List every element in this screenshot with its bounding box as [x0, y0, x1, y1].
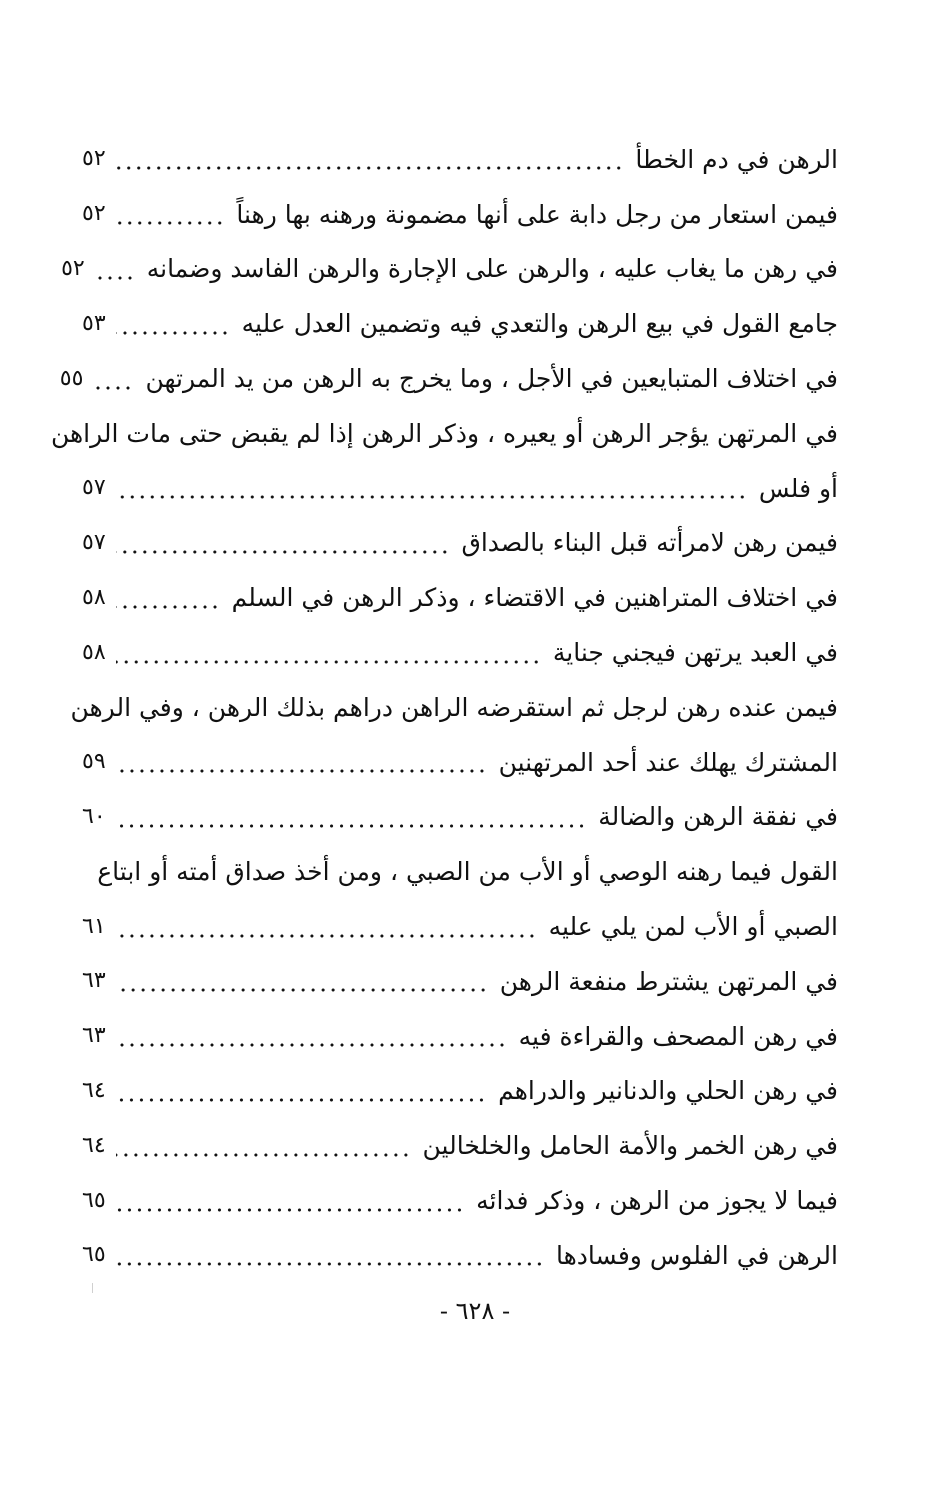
toc-entry	[82, 516, 838, 571]
toc-entry	[50, 406, 838, 461]
scan-mark	[92, 1283, 93, 1293]
toc-entry-title: فيمن عنده رهن لرجل ثم استقرضه الراهن دراهم بذلك الرهن ، وفي الرهن	[70, 692, 838, 722]
toc-entry-title: في اختلاف المتراهنين في الاقتضاء ، وذكر الرهن في السلم	[231, 583, 838, 613]
toc-entry-title: في نفقة الرهن والضالة	[598, 802, 838, 832]
toc-entry-page-number: ٥٩	[82, 749, 106, 775]
toc-entry	[82, 570, 838, 625]
toc-entry-title: فيمن رهن لامرأته قبل البناء بالصداق	[461, 528, 838, 558]
dot-leader	[116, 166, 624, 170]
dot-leader	[116, 550, 450, 554]
dot-leader	[116, 988, 488, 992]
toc-entry	[82, 132, 838, 187]
toc-entry-page-number: ٥٧	[82, 475, 106, 501]
toc-entry-page-number: ٦٠	[82, 803, 106, 829]
dot-leader	[93, 386, 133, 390]
dot-leader	[116, 1098, 486, 1102]
dot-leader	[116, 934, 537, 938]
toc-entry-title: في رهن الحلي والدنانير والدراهم	[498, 1076, 838, 1106]
toc-entry-title: في العبد يرتهن فيجني جناية	[552, 638, 838, 668]
toc-entry-title: فيمن استعار من رجل دابة على أنها مضمونة ورهنه بها رهناً	[236, 199, 838, 229]
toc-entry	[82, 899, 838, 954]
toc-entry-page-number: ٥٨	[82, 639, 106, 665]
toc-entry	[82, 735, 838, 790]
table-of-contents	[50, 132, 838, 1283]
toc-entry-title: في اختلاف المتبايعين في الأجل ، وما يخرج به الرهن من يد المرتهن	[145, 364, 838, 394]
dot-leader	[116, 660, 541, 664]
toc-entry-title: في رهن المصحف والقراءة فيه	[518, 1021, 838, 1051]
toc-entry-page-number: ٦٣	[82, 968, 106, 994]
toc-entry	[82, 844, 838, 899]
dot-leader	[116, 495, 747, 499]
toc-entry	[82, 296, 838, 351]
dot-leader	[116, 769, 487, 773]
toc-entry-page-number: ٦٣	[82, 1023, 106, 1049]
toc-entry-page-number: ٦٥	[82, 1242, 106, 1268]
dot-leader	[116, 1208, 464, 1212]
toc-entry	[82, 1173, 838, 1228]
toc-entry-title: الصبي أو الأب لمن يلي عليه	[548, 912, 838, 942]
toc-entry-page-number: ٥٢	[61, 255, 85, 281]
toc-entry-title: في المرتهن يشترط منفعة الرهن	[499, 966, 838, 996]
toc-entry-title: الرهن في دم الخطأ	[635, 144, 838, 174]
toc-entry	[82, 790, 838, 845]
toc-entry-page-number: ٥٣	[82, 310, 106, 336]
toc-entry	[82, 1064, 838, 1119]
dot-leader	[116, 1043, 507, 1047]
dot-leader	[116, 331, 230, 335]
toc-entry	[82, 1228, 838, 1283]
toc-entry-page-number: ٥٧	[82, 529, 106, 555]
toc-entry-page-number: ٦٤	[82, 1132, 106, 1158]
toc-entry-title: في رهن الخمر والأمة الحامل والخلخالين	[422, 1131, 838, 1161]
toc-entry-title: جامع القول في بيع الرهن والتعدي فيه وتضمين العدل عليه	[241, 309, 838, 339]
toc-entry-title: المشترك يهلك عند أحد المرتهنين	[498, 747, 838, 777]
toc-entry	[82, 1118, 838, 1173]
toc-entry-page-number: ٦١	[82, 913, 106, 939]
toc-entry	[82, 954, 838, 1009]
dot-leader	[116, 824, 587, 828]
toc-entry-title: القول فيما رهنه الوصي أو الأب من الصبي ، ومن أخذ صداق أمته أو ابتاع	[97, 857, 838, 887]
toc-entry-title: في المرتهن يؤجر الرهن أو يعيره ، وذكر الرهن إذا لم يقبض حتى مات الراهن	[50, 418, 838, 448]
toc-entry-title: فيما لا يجوز من الرهن ، وذكر فدائه	[476, 1186, 838, 1216]
toc-entry-title: في رهن ما يغاب عليه ، والرهن على الإجارة والرهن الفاسد وضمانه	[146, 254, 838, 284]
dot-leader	[95, 276, 135, 280]
toc-entry-page-number: ٥٢	[82, 201, 106, 227]
page-number: - ٦٢٨ -	[439, 1297, 511, 1325]
toc-entry-page-number: ٥٥	[59, 365, 84, 391]
toc-entry-page-number: ٦٥	[82, 1187, 106, 1213]
toc-entry	[82, 187, 838, 242]
dot-leader	[116, 221, 225, 225]
toc-entry	[82, 1009, 838, 1064]
dot-leader	[116, 1262, 544, 1266]
toc-entry	[61, 242, 838, 297]
toc-entry	[70, 680, 838, 735]
toc-entry	[82, 461, 838, 516]
dot-leader	[116, 605, 220, 609]
toc-entry-page-number: ٦٤	[82, 1077, 106, 1103]
toc-entry-page-number: ٥٢	[82, 146, 106, 172]
dot-leader	[116, 1153, 411, 1157]
toc-entry	[82, 625, 838, 680]
toc-entry-title: أو فلس	[758, 473, 838, 503]
toc-entry-page-number: ٥٨	[82, 584, 106, 610]
toc-entry	[59, 351, 838, 406]
toc-entry-title: الرهن في الفلوس وفسادها	[556, 1240, 838, 1270]
